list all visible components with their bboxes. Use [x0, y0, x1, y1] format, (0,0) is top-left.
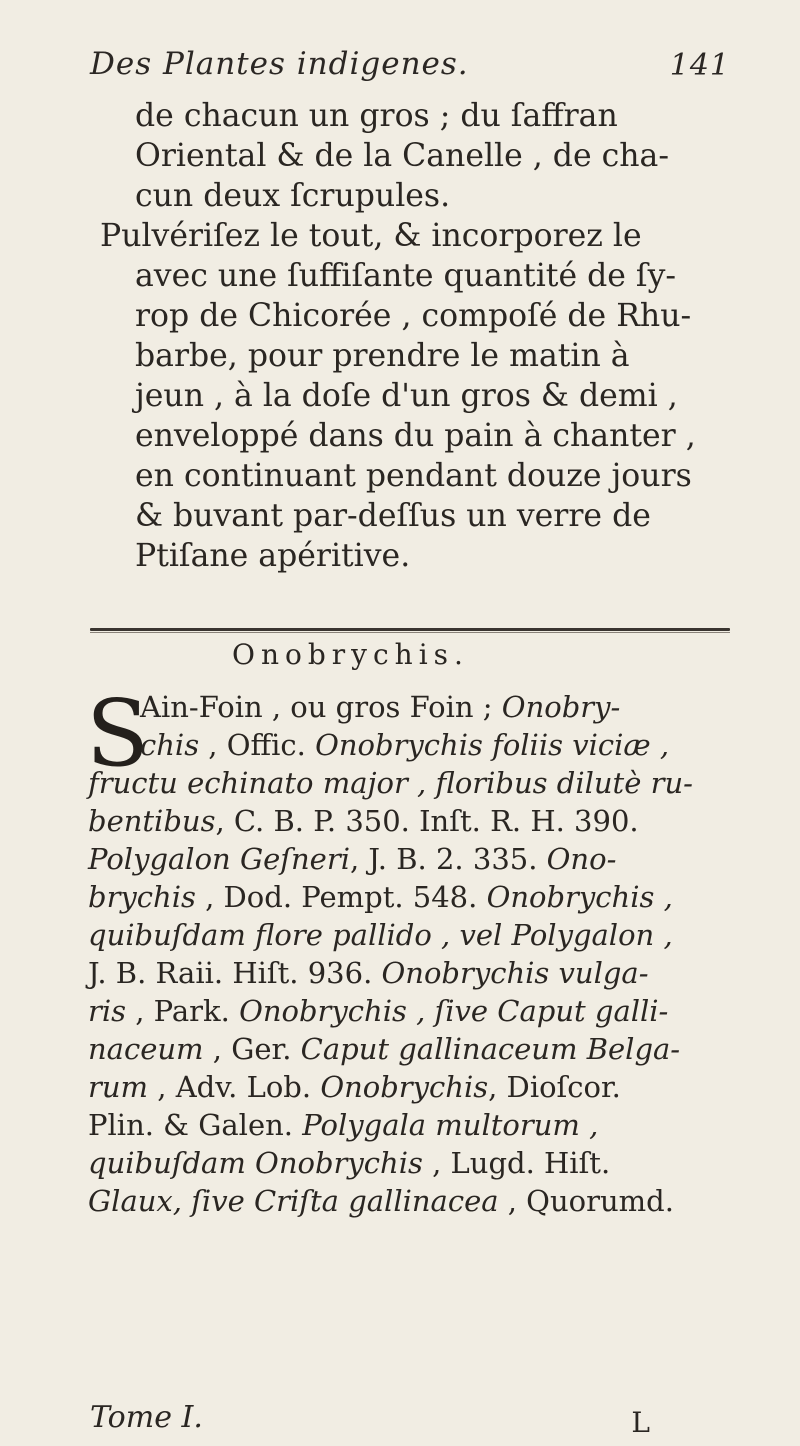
italic-run: Onobrychis [320, 1070, 489, 1104]
italic-run: rum [88, 1070, 149, 1104]
roman-run: , C. B. P. 350. Inſt. R. H. 390. [215, 804, 639, 838]
italic-run: Onobry- [501, 690, 621, 724]
synonymy-line [88, 1108, 598, 1142]
italic-run: naceum [88, 1032, 204, 1066]
roman-run: , Quorumd. [498, 1184, 674, 1218]
italic-run: Polygala multorum , [302, 1108, 599, 1142]
drop-cap: S [86, 680, 150, 787]
recipe-line: Oriental & de la Canelle , de cha- [135, 138, 669, 174]
italic-run: Onobrychis , [486, 880, 673, 914]
roman-run: , Adv. Lob. [148, 1070, 321, 1104]
section-divider [90, 628, 730, 631]
italic-run: Caput gallinaceum Belga- [300, 1032, 681, 1066]
italic-run: Onobrychis foliis viciæ , [315, 728, 670, 762]
recipe-line: en continuant pendant douze jours [135, 458, 692, 494]
roman-run: , Dod. Pempt. 548. [195, 880, 487, 914]
italic-run: fructu echinato major , floribus dilutè ru- [88, 766, 693, 800]
volume-label: Tome I. [90, 1400, 203, 1435]
running-title: Des Plantes indigenes. [90, 46, 469, 82]
synonymy-line [88, 956, 649, 990]
recipe-line: avec une ſuffiſante quantité de ſy- [135, 258, 677, 294]
synonymy-line [88, 1070, 621, 1104]
synonymy-line [88, 880, 673, 914]
roman-run: , Ger. [203, 1032, 301, 1066]
synonymy-line [88, 1184, 674, 1218]
italic-run: Onobrychis vulga- [381, 956, 649, 990]
recipe-line: barbe, pour prendre le matin à [135, 338, 630, 374]
recipe-line: cun deux ſcrupules. [135, 178, 451, 214]
italic-run: Ono- [546, 842, 617, 876]
signature-mark: L [631, 1406, 650, 1439]
synonymy-line [88, 1146, 610, 1180]
roman-run: , Park. [126, 994, 240, 1028]
italic-run: bentibus [88, 804, 216, 838]
page-number: 141 [669, 48, 730, 83]
recipe-line: jeun , à la doſe d'un gros & demi , [135, 378, 678, 414]
synonymy-line [88, 766, 693, 800]
italic-run: Polygalon Geſneri [88, 842, 350, 876]
page-footer [90, 1400, 650, 1440]
synonymy-line [88, 918, 673, 952]
italic-run: Glaux, ſive Criſta gallinacea [88, 1184, 499, 1218]
synonymy-line [140, 728, 669, 762]
roman-run: , Dioſcor. [488, 1070, 621, 1104]
synonymy-line [88, 994, 668, 1028]
roman-run: J. B. Raii. Hiſt. 936. [88, 956, 382, 990]
synonymy-line [88, 842, 616, 876]
italic-run: ris [88, 994, 127, 1028]
recipe-line: de chacun un gros ; du ſaffran [135, 98, 618, 134]
roman-run: Plin. & Galen. [88, 1108, 303, 1142]
synonymy-line [140, 690, 620, 724]
recipe-line: enveloppé dans du pain à chanter , [135, 418, 696, 454]
recipe-line: rop de Chicorée , compoſé de Rhu- [135, 298, 692, 334]
recipe-line: & buvant par-deſſus un verre de [135, 498, 651, 534]
roman-run: , Offic. [199, 728, 316, 762]
roman-run: , J. B. 2. 335. [349, 842, 547, 876]
recipe-line: Ptiſane apéritive. [135, 538, 411, 574]
roman-run: , Lugd. Hiſt. [422, 1146, 611, 1180]
section-heading: Onobrychis. [232, 638, 469, 671]
italic-run: Onobrychis , ſive Caput galli- [239, 994, 669, 1028]
italic-run: quibuſdam flore pallido , vel Polygalon , [88, 918, 673, 952]
recipe-line: Pulvériſez le tout, & incorporez le [100, 218, 642, 254]
synonymy-line [88, 1032, 680, 1066]
running-header [90, 42, 730, 86]
synonymy-line [88, 804, 639, 838]
roman-run: Ain-Foin , ou gros Foin ; [140, 690, 502, 724]
italic-run: quibuſdam Onobrychis [88, 1146, 423, 1180]
italic-run: brychis [88, 880, 196, 914]
italic-run: chis [140, 728, 200, 762]
